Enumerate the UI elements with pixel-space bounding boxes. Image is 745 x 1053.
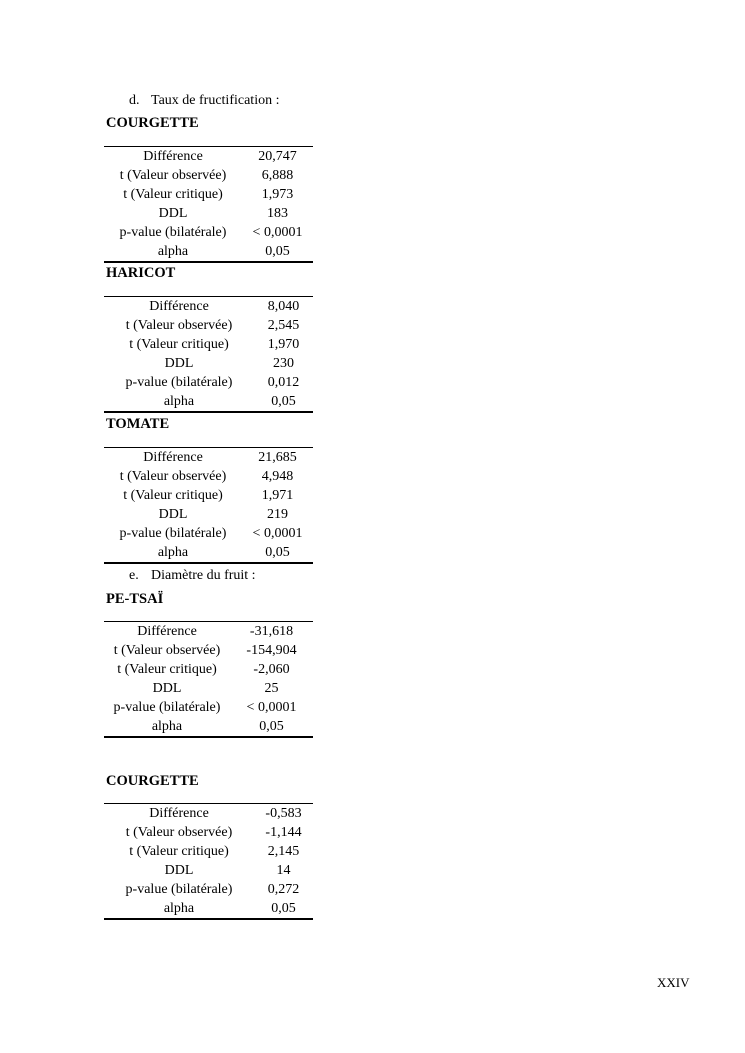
stat-value: 0,05	[271, 901, 296, 916]
stat-label: t (Valeur critique)	[117, 662, 217, 677]
stat-label: Différence	[137, 624, 197, 639]
stats-table	[104, 146, 313, 263]
table-row	[104, 392, 313, 412]
stat-value: 20,747	[258, 149, 297, 164]
subheading-label: Diamètre du fruit :	[151, 568, 256, 583]
table-title: TOMATE	[106, 416, 170, 432]
stat-value: -2,060	[253, 662, 290, 677]
table-row	[104, 448, 313, 468]
table-row	[104, 641, 313, 660]
stat-value: 0,012	[267, 375, 300, 390]
stat-value: 1,970	[267, 337, 300, 352]
table-row	[104, 467, 313, 486]
stat-value: 14	[276, 863, 291, 878]
stat-value: 0,272	[267, 882, 300, 897]
table-row	[104, 543, 313, 563]
stat-label: DDL	[164, 356, 194, 371]
table-row	[104, 335, 313, 354]
table-row	[104, 823, 313, 842]
table-row	[104, 698, 313, 717]
table-row	[104, 185, 313, 204]
stat-value: < 0,0001	[252, 225, 303, 240]
stat-value: 21,685	[258, 450, 297, 465]
subheading-label: Taux de fructification :	[151, 93, 280, 108]
table-row	[104, 622, 313, 642]
page-number: XXIV	[657, 975, 690, 990]
stat-label: t (Valeur critique)	[129, 844, 229, 859]
stat-value: 0,05	[271, 394, 296, 409]
table-row	[104, 166, 313, 185]
stat-label: t (Valeur observée)	[119, 469, 227, 484]
stat-label: t (Valeur critique)	[123, 187, 223, 202]
table-row	[104, 880, 313, 899]
stat-value: 25	[264, 681, 279, 696]
table-row	[104, 524, 313, 543]
stat-value: -1,144	[265, 825, 302, 840]
table-row	[104, 316, 313, 335]
stat-value: -31,618	[249, 624, 294, 639]
stat-value: 0,05	[265, 545, 290, 560]
stat-value: -0,583	[265, 806, 302, 821]
stat-label: p-value (bilatérale)	[125, 375, 233, 390]
stat-label: alpha	[157, 545, 189, 560]
stat-value: 1,971	[261, 488, 294, 503]
table-row	[104, 842, 313, 861]
stat-label: Différence	[143, 450, 203, 465]
stats-table	[104, 803, 313, 920]
stat-label: alpha	[163, 901, 195, 916]
stat-value: 6,888	[261, 168, 294, 183]
table-row	[104, 204, 313, 223]
table-row	[104, 899, 313, 919]
stat-value: 219	[267, 507, 288, 522]
stat-value: 0,05	[259, 719, 284, 734]
table-row	[104, 679, 313, 698]
stat-value: 230	[273, 356, 294, 371]
stat-label: DDL	[152, 681, 182, 696]
stat-label: t (Valeur observée)	[125, 825, 233, 840]
stat-value: 1,973	[261, 187, 294, 202]
stat-label: p-value (bilatérale)	[125, 882, 233, 897]
table-row	[104, 242, 313, 262]
stat-label: t (Valeur critique)	[123, 488, 223, 503]
stats-table	[104, 296, 313, 413]
stat-label: alpha	[151, 719, 183, 734]
stat-value: 2,145	[267, 844, 300, 859]
stat-label: DDL	[158, 206, 188, 221]
stat-value: < 0,0001	[252, 526, 303, 541]
table-title: COURGETTE	[106, 115, 199, 131]
stats-table	[104, 447, 313, 564]
stat-label: Différence	[149, 806, 209, 821]
subheading-number: d.	[129, 93, 140, 108]
table-row	[104, 505, 313, 524]
table-row	[104, 354, 313, 373]
table-row	[104, 717, 313, 737]
subheading-number: e.	[129, 568, 139, 583]
stat-label: t (Valeur observée)	[119, 168, 227, 183]
stat-label: t (Valeur observée)	[113, 643, 221, 658]
table-title: COURGETTE	[106, 773, 199, 789]
stat-label: alpha	[163, 394, 195, 409]
stat-value: < 0,0001	[246, 700, 297, 715]
table-row	[104, 223, 313, 242]
stat-label: alpha	[157, 244, 189, 259]
table-row	[104, 660, 313, 679]
stat-value: 2,545	[267, 318, 300, 333]
stat-label: Différence	[143, 149, 203, 164]
stat-label: DDL	[158, 507, 188, 522]
stats-table	[104, 621, 313, 738]
stat-label: p-value (bilatérale)	[119, 526, 227, 541]
stat-value: 183	[267, 206, 288, 221]
table-title: HARICOT	[106, 265, 176, 281]
stat-value: -154,904	[246, 643, 297, 658]
stat-label: p-value (bilatérale)	[119, 225, 227, 240]
stat-label: t (Valeur observée)	[125, 318, 233, 333]
stat-label: Différence	[149, 299, 209, 314]
stat-label: DDL	[164, 863, 194, 878]
stat-label: t (Valeur critique)	[129, 337, 229, 352]
table-row	[104, 147, 313, 167]
table-row	[104, 486, 313, 505]
stat-label: p-value (bilatérale)	[113, 700, 221, 715]
subheading-fruiting-rate	[129, 92, 279, 110]
stat-value: 8,040	[267, 299, 300, 314]
table-title: PE-TSAÏ	[106, 591, 164, 607]
stat-value: 4,948	[261, 469, 294, 484]
table-row	[104, 861, 313, 880]
table-row	[104, 373, 313, 392]
table-row	[104, 804, 313, 824]
table-row	[104, 297, 313, 317]
stat-value: 0,05	[265, 244, 290, 259]
subheading-fruit-diameter	[129, 567, 256, 585]
